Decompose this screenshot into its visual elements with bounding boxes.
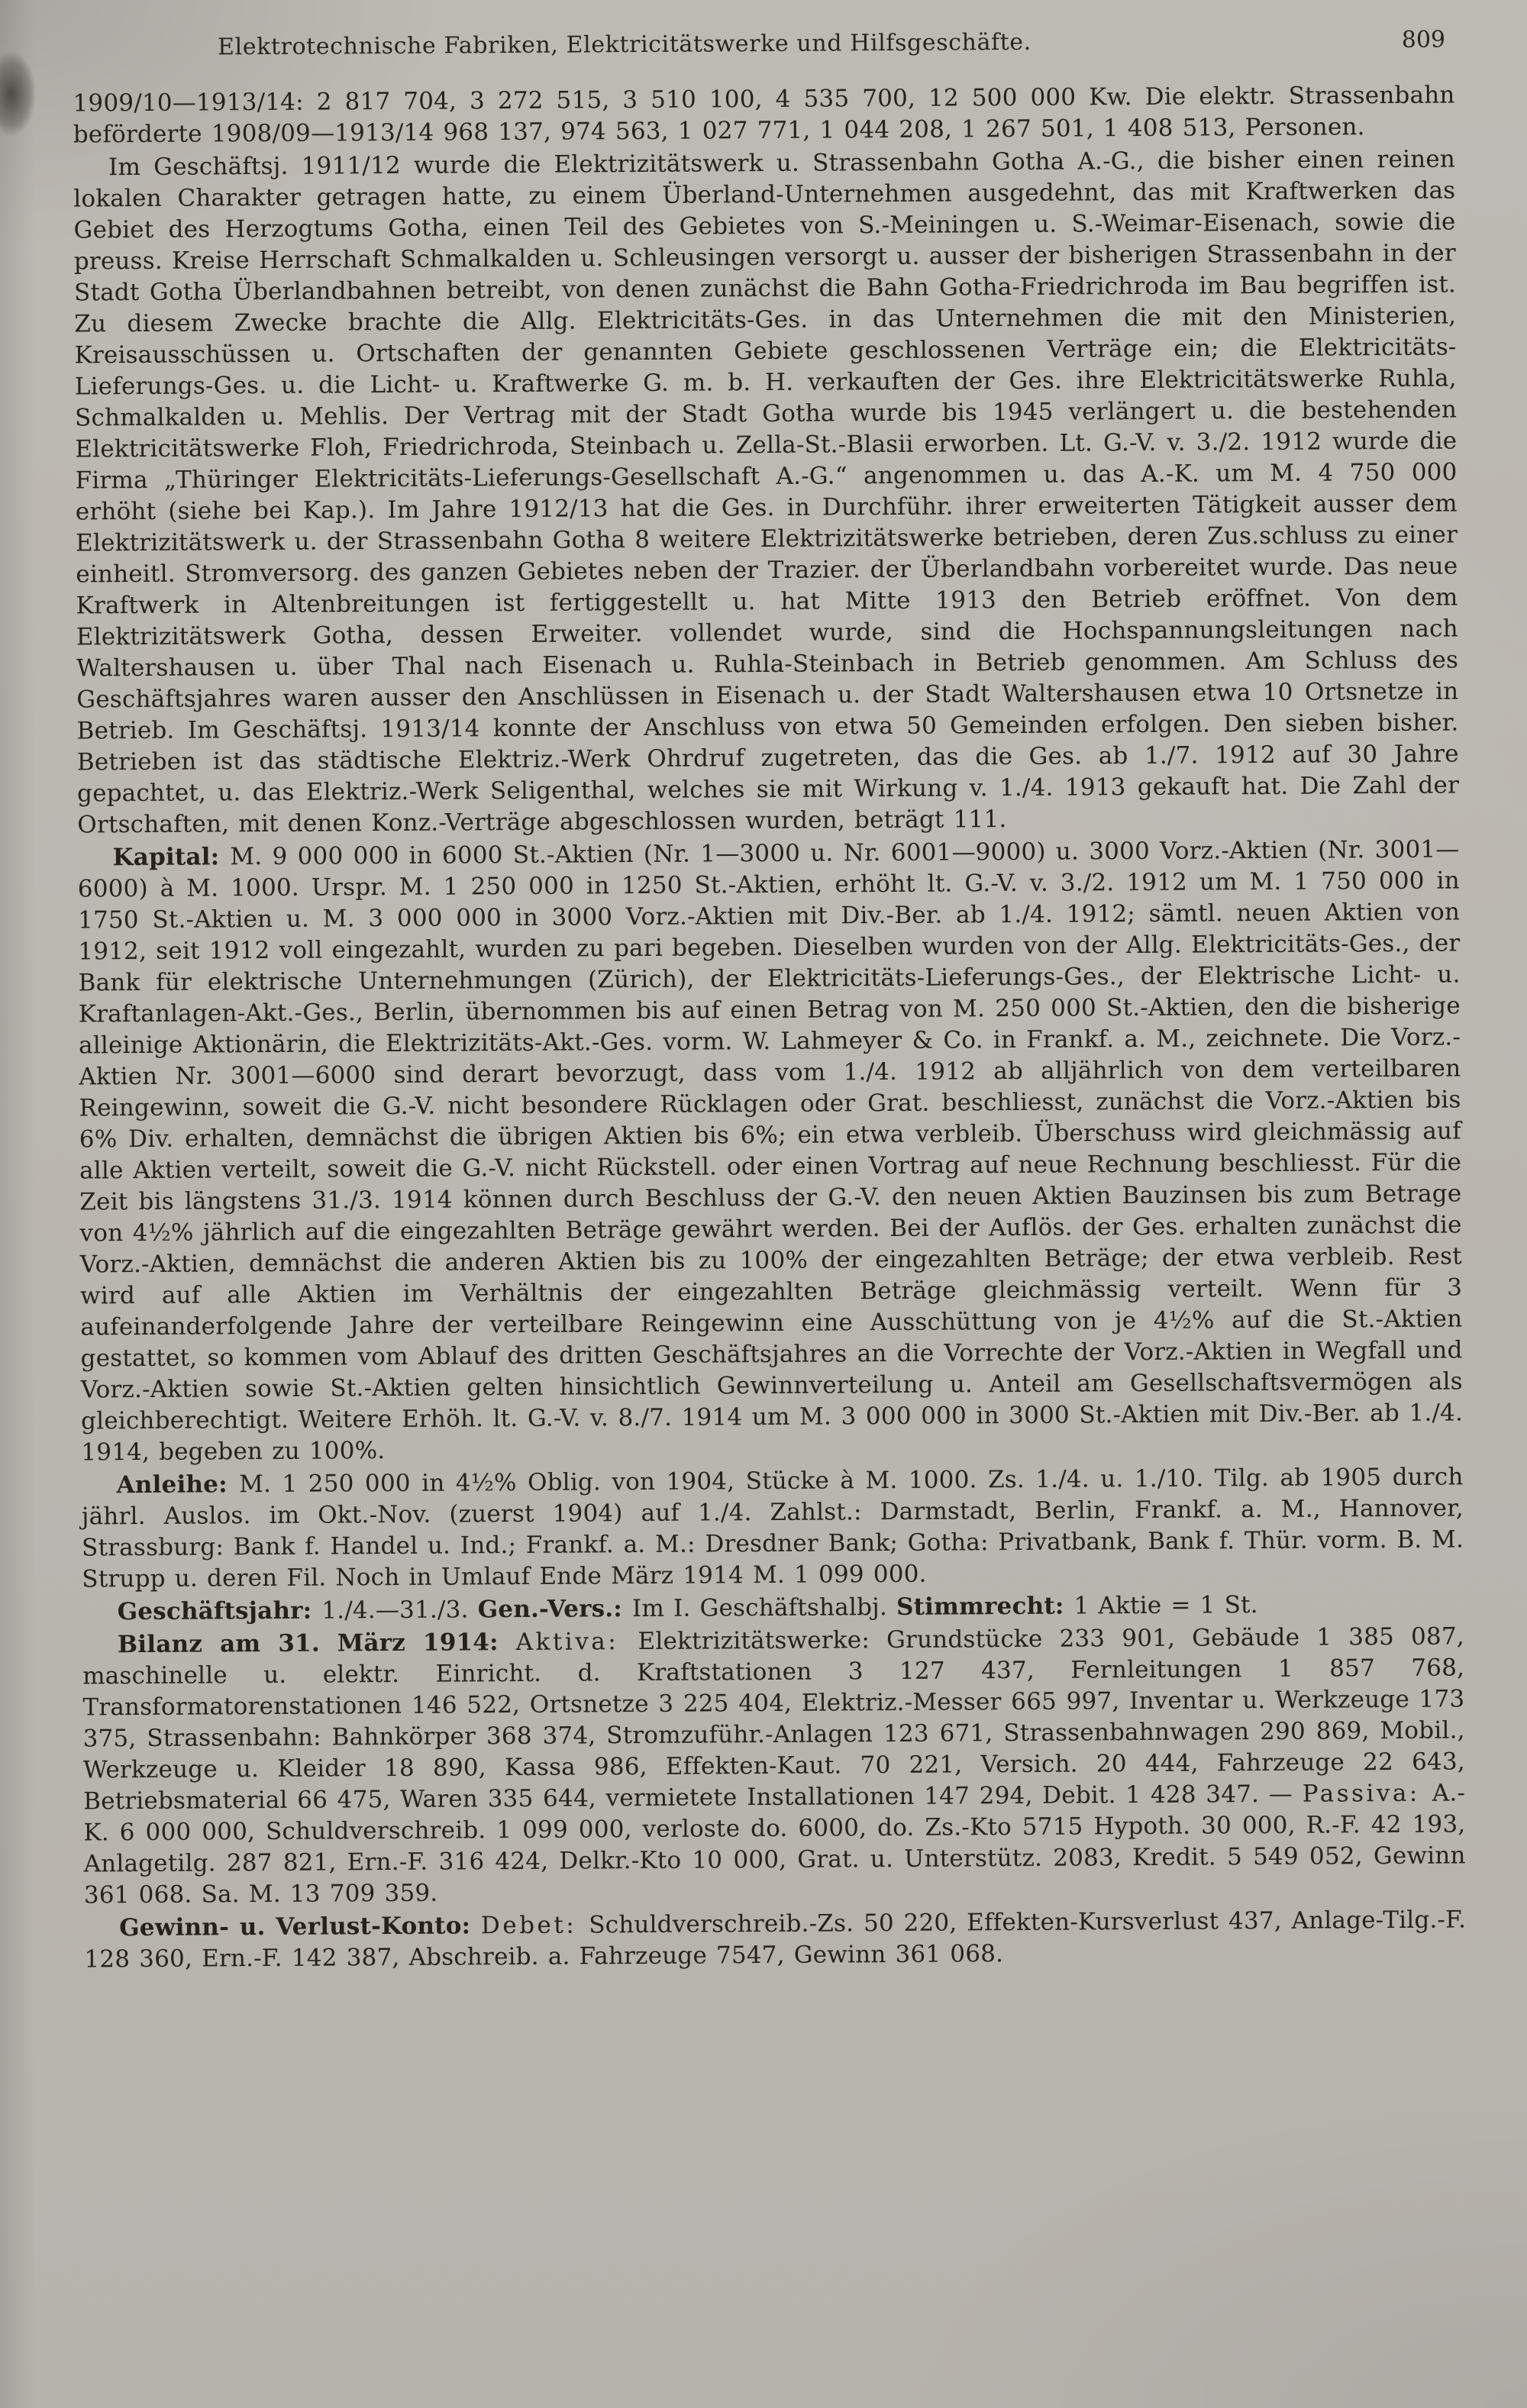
geschaeftsjahr-paragraph-segment: Geschäftsjahr: — [117, 1596, 322, 1626]
bilanz-paragraph-segment: Passiva: — [1302, 1779, 1432, 1808]
kapital-paragraph — [77, 834, 1463, 1468]
statistics-continuation-paragraph — [73, 79, 1454, 150]
bilanz-paragraph — [82, 1621, 1466, 1911]
anleihe-paragraph-segment: Anleihe: — [116, 1470, 240, 1499]
anleihe-paragraph — [82, 1461, 1464, 1595]
gewinn-verlust-paragraph-segment: Schuldverschreib.-Zs. 50 220, Effekten-Kursverlust 437, Anlage-Tilg.-F. 128 360, Ern.-F. 142 387, Abschreib. a. Fahrzeuge 7547, Gewinn 361 068. — [84, 1906, 1467, 1974]
statistics-continuation-paragraph-segment: 1909/10—1913/14: 2 817 704, 3 272 515, 3 510 100, 4 535 700, 12 500 000 Kw. Die elektr. Strassenbahn beförderte 1908/09—1913/14 968 137, 974 563, 1 027 771, 1 044 208, 1 267 501, 1 408 513, Personen. — [73, 81, 1455, 149]
gewinn-verlust-paragraph — [84, 1904, 1466, 1975]
kapital-paragraph-segment: Kapital: — [112, 843, 231, 872]
geschaeftsjahr-paragraph-segment: Im I. Geschäftshalbj. — [631, 1593, 897, 1623]
page-content — [73, 26, 1467, 1977]
history-paragraph — [73, 144, 1459, 841]
kapital-paragraph-segment: M. 9 000 000 in 6000 St.-Aktien (Nr. 1—3000 u. Nr. 6001—9000) u. 3000 Vorz.-Aktien (Nr. 3001—6000) à M. 1000. Urspr. M. 1 250 000 in 1250 St.-Aktien, erhöht lt. G.-V. v. 3./2. 1912 um M. 1 750 000 in 1750 St.-Aktien u. M. 3 000 000 in 3000 Vorz.-Aktien mit Div.-Ber. ab 1./4. 1912; sämtl. neuen Aktien von 1912, seit 1912 voll eingezahlt, wurden zu pari begeben. Dieselben wurden von der Allg. Elektricitäts-Ges., der Bank für elektrische Unternehmungen (Zürich), der Elektricitäts-Lieferungs-Ges., der Elektrische Licht- u. Kraftanlagen-Akt.-Ges., Berlin, übernommen bis auf einen Betrag von M. 250 000 St.-Aktien, den die bisherige alleinige Aktionärin, die Elektrizitäts-Akt.-Ges. vorm. W. Lahmeyer & Co. in Frankf. a. M., zeichnete. Die Vorz.-Aktien Nr. 3001—6000 sind derart bevorzugt, dass vom 1./4. 1912 ab alljährlich von dem verteilbaren Reingewinn, soweit die G.-V. nicht besondere Rücklagen oder Grat. beschliesst, zunächst die Vorz.-Aktien bis 6% Div. erhalten, demnächst die übrigen Aktien bis 6%; ein etwa verbleib. Überschuss wird gleichmässig auf alle Aktien verteilt, soweit die G.-V. nicht Rückstell. oder einen Vortrag auf neue Rechnung beschliesst. Für die Zeit bis längstens 31./3. 1914 können durch Beschluss der G.-V. den neuen Aktien Bauzinsen bis zum Betrage von 4½% jährlich auf die eingezahlten Beträge gewährt werden. Bei der Auflös. der Ges. erhalten zunächst die Vorz.-Aktien, demnächst die anderen Aktien bis zu 100% der eingezahlten Beträge; der etwa verbleib. Rest wird auf alle Aktien im Verhältnis der eingezahlten Beträge gleichmässig verteilt. Wenn für 3 aufeinanderfolgende Jahre der verteilbare Reingewinn eine Ausschüttung von je 4½% auf die St.-Aktien gestattet, so kommen vom Ablauf des dritten Geschäftsjahres an die Vorrechte der Vorz.-Aktien in Wegfall und Vorz.-Aktien sowie St.-Aktien gelten hinsichtlich Gewinnverteilung u. Anteil am Gesellschaftsvermögen als gleichberechtigt. Weitere Erhöh. lt. G.-V. v. 8./7. 1914 um M. 3 000 000 in 3000 St.-Aktien mit Div.-Ber. ab 1./4. 1914, begeben zu 100%. — [77, 835, 1464, 1467]
history-paragraph-segment: Im Geschäftsj. 1911/12 wurde die Elektrizitätswerk u. Strassenbahn Gotha A.-G., die bisher einen reinen lokalen Charakter getragen hatte, zu einem Überland-Unternehmen ausgedehnt, das mit Kraftwerken das Gebiet des Herzogtums Gotha, einen Teil des Gebietes von S.-Meiningen u. S.-Weimar-Eisenach, sowie die preuss. Kreise Herrschaft Schmalkalden u. Schleusingen versorgt u. ausser der bisherigen Strassenbahn in der Stadt Gotha Überlandbahnen betreibt, von denen zunächst die Bahn Gotha-Friedrichroda im Bau begriffen ist. Zu diesem Zwecke brachte die Allg. Elektricitäts-Ges. in das Unternehmen die mit den Ministerien, Kreisausschüssen u. Ortschaften der genannten Gebiete geschlossenen Verträge ein; die Elektricitäts-Lieferungs-Ges. u. die Licht- u. Kraftwerke G. m. b. H. verkauften der Ges. ihre Elektricitätswerke Ruhla, Schmalkalden u. Mehlis. Der Vertrag mit der Stadt Gotha wurde bis 1945 verlängert u. die bestehenden Elektricitätswerke Floh, Friedrichroda, Steinbach u. Zella-St.-Blasii erworben. Lt. G.-V. v. 3./2. 1912 wurde die Firma „Thüringer Elektricitäts-Lieferungs-Gesellschaft A.-G.“ angenommen u. das A.-K. um M. 4 750 000 erhöht (siehe bei Kap.). Im Jahre 1912/13 hat die Ges. in Durchführ. ihrer erweiterten Tätigkeit ausser dem Elektrizitätswerk u. der Strassenbahn Gotha 8 weitere Elektrizitätswerke betrieben, deren Zus.schluss zu einer einheitl. Stromversorg. des ganzen Gebietes neben der Trazier. der Überlandbahn vorbereitet wurde. Das neue Kraftwerk in Altenbreitungen ist fertiggestellt u. hat Mitte 1913 den Betrieb eröffnet. Von dem Elektrizitätswerk Gotha, dessen Erweiter. vollendet wurde, sind die Hochspannungsleitungen nach Waltershausen u. über Thal nach Eisenach u. Ruhla-Steinbach in Betrieb genommen. Am Schluss des Geschäftsjahres waren ausser den Anschlüssen in Eisenach u. der Stadt Waltershausen etwa 10 Ortsnetze in Betrieb. Im Geschäftsj. 1913/14 konnte der Anschluss von etwa 50 Gemeinden erfolgen. Den sieben bisher. Betrieben ist das städtische Elektriz.-Werk Ohrdruf zugetreten, das die Ges. ab 1./7. 1912 auf 30 Jahre gepachtet, u. das Elektriz.-Werk Seligenthal, welches sie mit Wirkung v. 1./4. 1913 gekauft hat. Die Zahl der Ortschaften, mit denen Konz.-Verträge abgeschlossen wurden, beträgt 111. — [73, 145, 1460, 839]
bilanz-paragraph-segment: Elektrizitätswerke: Grundstücke 233 901, Gebäude 1 385 087, maschinelle u. elektr. Einricht. d. Kraftstationen 3 127 437, Fernleitungen 1 857 768, Transformatorenstationen 146 522, Ortsnetze 3 225 404, Elektriz.-Messer 665 997, Inventar u. Werkzeuge 173 375, Strassenbahn: Bahnkörper 368 374, Stromzuführ.-Anlagen 123 671, Strassenbahnwagen 290 869, Mobil., Werkzeuge u. Kleider 18 890, Kassa 986, Effekten-Kaut. 70 221, Versich. 20 444, Fahrzeuge 22 643, Betriebsmaterial 66 475, Waren 335 644, vermietete Installationen 147 294, Debit. 1 428 347. — — [82, 1622, 1465, 1816]
bilanz-paragraph-segment: Aktiva: — [515, 1628, 638, 1657]
running-head — [73, 26, 1454, 68]
text-block — [73, 79, 1466, 1975]
gewinn-verlust-paragraph-segment: Gewinn- u. Verlust-Konto: — [119, 1912, 482, 1942]
geschaeftsjahr-paragraph-segment: Stimmrecht: — [896, 1592, 1074, 1621]
geschaeftsjahr-paragraph-segment: 1 Aktie = 1 St. — [1073, 1591, 1258, 1620]
geschaeftsjahr-paragraph-segment: Gen.-Vers.: — [477, 1595, 633, 1624]
anleihe-paragraph-segment: M. 1 250 000 in 4½% Oblig. von 1904, Stücke à M. 1000. Zs. 1./4. u. 1./10. Tilg. ab 1905 durch jährl. Auslos. im Okt.-Nov. (zuerst 1904) auf 1./4. Zahlst.: Darmstadt, Berlin, Frankf. a. M., Hannover, Strassburg: Bank f. Handel u. Ind.; Frankf. a. M.: Dresdner Bank; Gotha: Privatbank, Bank f. Thür. vorm. B. M. Strupp u. deren Fil. Noch in Umlauf Ende März 1914 M. 1 099 000. — [81, 1463, 1464, 1593]
gewinn-verlust-paragraph-segment: Debet: — [480, 1911, 589, 1940]
bilanz-paragraph-segment: Bilanz am 31. März 1914: — [117, 1628, 516, 1659]
running-title: Elektrotechnische Fabriken, Elektricitätswerke und Hilfsgeschäfte. — [218, 28, 1031, 61]
geschaeftsjahr-paragraph-segment: 1./4.—31./3. — [321, 1596, 478, 1625]
bilanz-paragraph-segment: A.-K. 6 000 000, Schuldverschreib. 1 099 000, verloste do. 6000, do. Zs.-Kto 5715 Hypoth. 30 000, R.-F. 42 193, Anlagetilg. 287 821, Ern.-F. 316 424, Delkr.-Kto 10 000, Grat. u. Unterstütz. 2083, Kredit. 5 549 052, Gewinn 361 068. Sa. M. 13 709 359. — [83, 1779, 1466, 1909]
page-number: 809 — [1401, 26, 1446, 53]
